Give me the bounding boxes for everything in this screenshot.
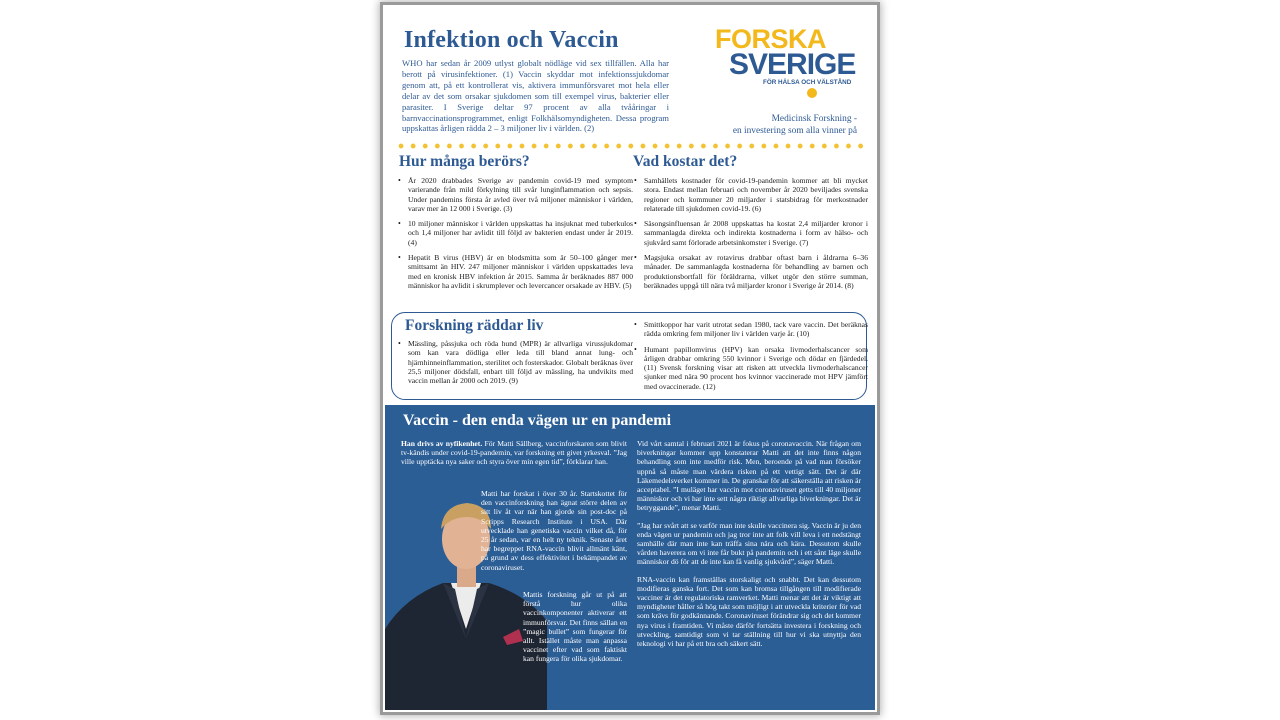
vaccin-right-column (637, 439, 861, 656)
heading-forskning: Forskning räddar liv (405, 317, 544, 334)
tagline (657, 113, 857, 137)
vaccin-lead (401, 439, 627, 475)
list-vad-kostar (632, 176, 868, 296)
list-item: • År 2020 drabbades Sverige av pandemin covid-19 med symptom varierande från mild förkylning till svår lunginflammation och sepsis. Under pandemins första år avled över två miljoner människor i världen, varav mer än 12 000 i Sverige. (3) (408, 176, 633, 213)
list-vad-kostar-cont (632, 320, 868, 397)
intro-paragraph: WHO har sedan år 2009 utlyst globalt nödläge vid sex tillfällen. Alla har berott på virusinfektioner. (1) Vaccin skyddar mot infektionssjukdomar genom att, på ett kontrollerat vis, aktivera immunförsvaret mot hela eller delar av det som orsakar sjukdomen som till exempel virus, bakterier eller parasiter. I Sverige deltar 97 procent av alla tvååringar i barnvaccinationsprogrammet, enligt Folkhälsomyndigheten. Dessa program uppskattas årligen rädda 2 – 3 miljoner liv i världen. (2) (402, 58, 669, 134)
vaccin-paragraph-4: Vid vårt samtal i februari 2021 är fokus på coronavaccin. När frågan om biverkningar kommer upp konstaterar Matti att det inte finns någon behandling som inte medför risk. Men, beroende på vad man försöker uppnå så måste man värdera risken på ett vettigt sätt. Det är där Läkemedelsverket kommer in. De granskar för att säkerställa att risken är acceptabel. ”I muläget har vaccin mot coronaviruset getts till 40 miljoner människor och vi har inte sett några riktigt allvarliga biverkningar. Det är betryggande”, menar Matti. (637, 439, 861, 513)
vaccin-section (385, 405, 875, 710)
tagline-line-1: Medicinsk Forskning - (771, 114, 857, 124)
lead-text: För Matti Sällberg, vaccinforskaren som blivit tv-kändis under covid-19-pandemin, var forskning ett givet yrkesval. ”Jag ville upptäcka nya saker och styra över min egen tid”, förklarar han. (401, 439, 627, 467)
poster-page (383, 5, 877, 712)
lead-bold: Han drivs av nyfikenhet. (401, 439, 483, 448)
logo-text-forska: FORSKA (715, 24, 826, 54)
heading-hur-manga: Hur många berörs? (399, 153, 530, 170)
list-item: • Humant papillomvirus (HPV) kan orsaka livmoderhalscancer som årligen drabbar omkring 550 kvinnor i Sverige och dödar en fjärdedel. (11) Svensk forskning visar att risken att utveckla livmoderhalscancer sjunker med nära 90 procent hos kvinnor vaccinerade mot HPV jämfört med ovaccinerade. (12) (644, 345, 868, 391)
forska-sverige-logo (711, 25, 857, 105)
list-hur-manga (396, 176, 633, 296)
dotted-divider (395, 143, 865, 149)
list-item: • Säsongsinfluensan år 2008 uppskattas ha kostat 2,4 miljarder kronor i sammanlagda direkta och indirekta kostnaderna i form av hälso- och sjukvård samt förlorade arbetsinkomster i Sverige. (7) (644, 219, 868, 247)
heading-vaccin: Vaccin - den enda vägen ur en pandemi (403, 412, 672, 429)
vaccin-paragraph-2: Matti har forskat i över 30 år. Startskottet för den vaccinforskning han ägnat större delen av sitt liv åt var när han gjorde sin post-doc på Scripps Research Institute i USA. Där utvecklade han genetiska vaccin vilket då, för 25 år sedan, var en helt ny teknik. Senaste året har begreppet RNA-vaccin blivit allmänt känt, på grund av dess effektivitet i bekämpandet av coronaviruset. (481, 489, 627, 572)
list-item: • 10 miljoner människor i världen uppskattas ha insjuknat med tuberkulos och 1,4 miljoner har avlidit till följd av bakterien endast under år 2019. (4) (408, 219, 633, 247)
list-item: • Smittkoppor har varit utrotat sedan 1980, tack vare vaccin. Det beräknas rädda omkring fem miljoner liv i världen varje år. (10) (644, 320, 868, 339)
vaccin-paragraph-6: RNA-vaccin kan framställas storskaligt och snabbt. Det kan dessutom modifieras ganska fort. Det som kan bromsa tillgången till modifierade vacciner är det regulatoriska ramverket. Matti menar att det är viktigt att myndigheter håller så hög takt som möjligt i att utveckla kriterier för vad som krävs för godkännande. Coronaviruset förändrar sig och det kommer nya virus i framtiden. Vi måste därför fortsätta investera i forskning och utveckling, samtidigt som vi tar ställning till hur vi ska utnyttja den teknologi vi har på ett bra och säkert sätt. (637, 574, 861, 649)
heading-vad-kostar: Vad kostar det? (633, 153, 738, 170)
page-title: Infektion och Vaccin (404, 27, 619, 53)
logo-text-sverige: SVERIGE (729, 48, 856, 81)
list-item: • Samhällets kostnader för covid-19-pandemin kommer att bli mycket stora. Endast mellan februari och november år 2020 beviljades svenska regioner och kommuner 20 miljarder i statsbidrag för merkostnader relaterade till sjukdomen covid-19. (6) (644, 176, 868, 213)
list-item: • Hepatit B virus (HBV) är en blodsmitta som är 50–100 gånger mer smittsamt än HIV. 247 miljoner människor i världen uppskattades leva med en kronisk HBV infektion år 2015. Samma år beräknades 887 000 människor ha avlidit i skrumplever och levercancer orsakade av HBV. (5) (408, 253, 633, 290)
tagline-line-2: en investering som alla vinner på (732, 126, 857, 136)
vaccin-paragraph-5: ”Jag har svårt att se varför man inte skulle vaccinera sig. Vaccin är ju den enda vägen ur pandemin och jag tror inte att folk vill leva i ett nedstängt samhälle där man inte kan träffa sina nära och kära. Dessutom skulle vården haverera om vi inte får bukt på pandemin och i ett sånt läge skulle människor dö för att de inte kan få vanlig sjukvård”, säger Matti. (637, 520, 861, 567)
vaccin-paragraph-3: Mattis forskning går ut på att förstå hur olika vaccinkomponenter aktiverar ett immunförsvar. Det finns sällan en ”magic bullet” som fungerar för allt. Istället måste man anpassa vaccinet efter vad som faktiskt kan fungera för olika sjukdomar. (523, 590, 627, 664)
list-item: • Magsjuka orsakat av rotavirus drabbar oftast barn i åldrarna 6–36 månader. De sammanlagda kostnaderna för behandling av barnen och produktionsbortfall för föräldrarna, vilket utgör den större summan, beräknades uppgå till nära två miljarder kronor i Sverige år 2014. (8) (644, 253, 868, 290)
list-forskning (396, 339, 633, 391)
logo-dot-icon (807, 88, 817, 98)
list-item: • Mässling, påssjuka och röda hund (MPR) är allvarliga virussjukdomar som kan vara dödliga eller leda till bland annat lung- och hjärnhinneinflammation, sterilitet och fosterskador. Globalt beräknas över 25,5 miljoner dödsfall, enbart till följd av mässling, ha undvikits med vaccin mellan år 2000 och 2019. (9) (408, 339, 633, 385)
logo-tagline: FÖR HÄLSA OCH VÄLSTÅND (763, 79, 852, 86)
